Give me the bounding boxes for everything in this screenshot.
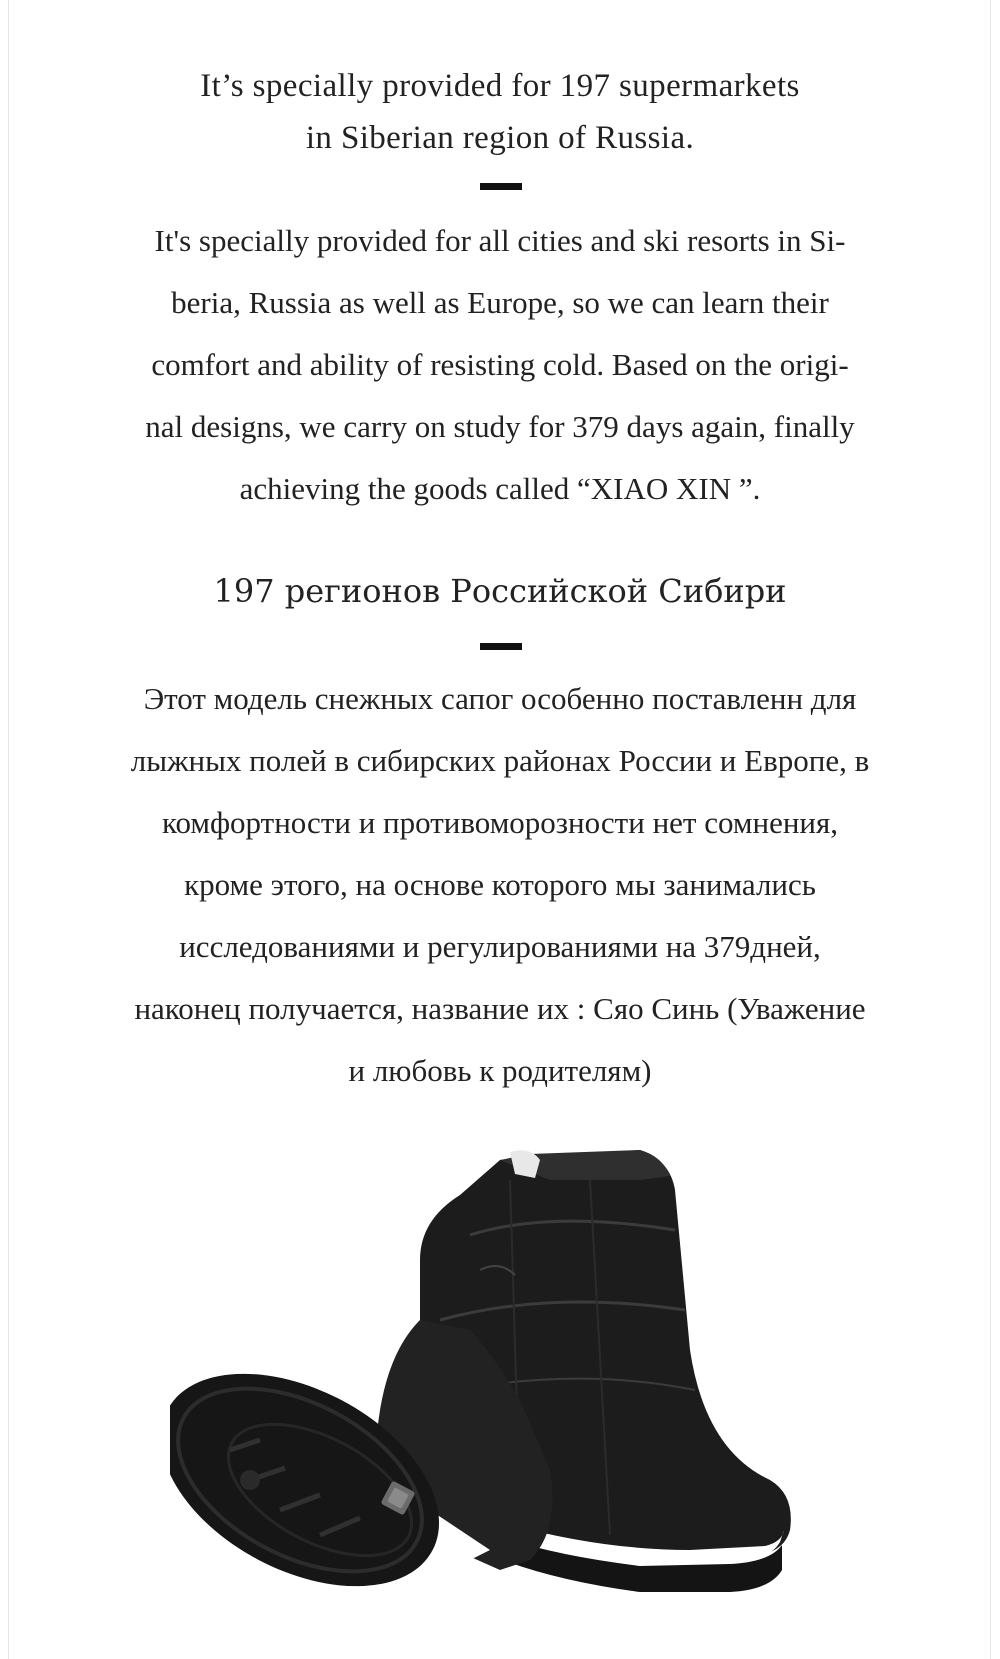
english-heading-line-2: in Siberian region of Russia. [305, 120, 695, 156]
english-description-line: achieving the goods called “XIAO XIN ”. [239, 471, 761, 506]
russian-description-line: наконец получается, название их : Сяо Синь (Уважение [134, 991, 866, 1026]
english-heading-line-1: It’s specially provided for 197 supermarkets [200, 68, 800, 104]
russian-description [0, 668, 1000, 1102]
russian-description-line: исследованиями и регулированиями на 379дней, [179, 929, 821, 964]
divider-dash [480, 183, 522, 190]
snow-boots-image [170, 1150, 800, 1620]
english-description [0, 210, 1000, 520]
english-description-line: It's specially provided for all cities and ski resorts in Si- [154, 223, 846, 258]
english-heading [0, 60, 1000, 164]
russian-heading [0, 566, 1000, 616]
russian-heading-line: 197 регионов Российской Сибири [213, 572, 787, 610]
english-description-line: comfort and ability of resisting cold. Based on the origi- [151, 347, 849, 382]
russian-description-line: лыжных полей в сибирских районах России и Европе, в [130, 743, 870, 778]
english-description-line: nal designs, we carry on study for 379 days again, finally [145, 409, 855, 444]
russian-description-line: Этот модель снежных сапог особенно поставленн для [143, 681, 857, 716]
lying-boot [170, 1320, 553, 1620]
russian-description-line: комфортности и противоморозности нет сомнения, [161, 805, 839, 840]
russian-description-line: кроме этого, на основе которого мы занимались [184, 867, 816, 902]
english-description-line: beria, Russia as well as Europe, so we can learn their [171, 285, 829, 320]
divider-dash [480, 643, 522, 650]
russian-description-line: и любовь к родителям) [348, 1053, 652, 1088]
